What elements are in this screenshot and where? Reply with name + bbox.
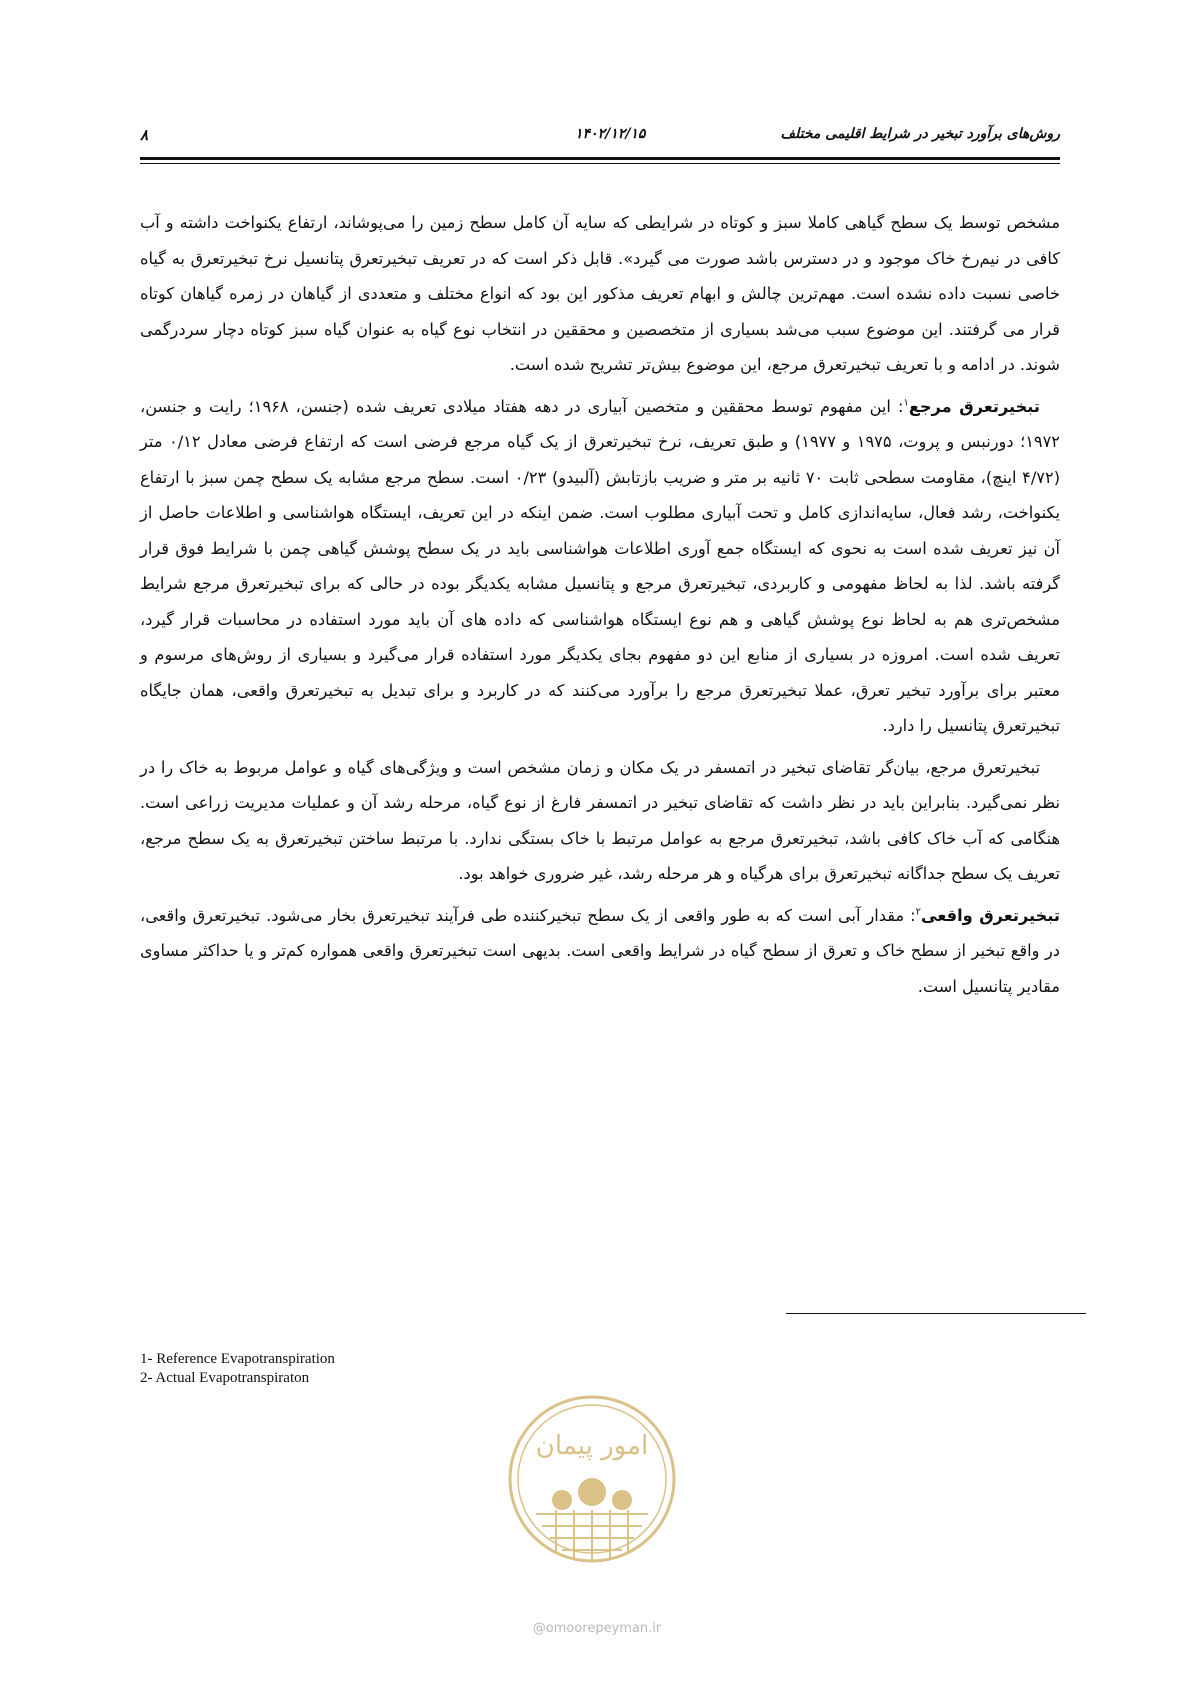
paragraph-4-text: : مقدار آبی است که به طور واقعی از یک سطح تبخیرکننده طی فرآیند تبخیرتعرق بخار می‌شود. تبخیرتعرق واقعی، در واقع تبخیر از سطح خاک و تعرق از سطح گیاه در شرایط واقعی است. بدیهی است تبخیرتعرق واقعی همواره کم‌تر و یا حداکثر مساوی مقادیر پتانسیل است. (140, 905, 1060, 996)
footnote-1: 1- Reference Evapotranspiration (140, 1351, 335, 1367)
header-date: ۱۴۰۲/۱۲/۱۵ (575, 126, 646, 142)
watermark-site: @omoorepeyman.ir (532, 1621, 662, 1636)
term-reference-et: تبخیرتعرق مرجع (908, 396, 1040, 416)
header-rule-thin (140, 163, 1060, 164)
paragraph-1: مشخص توسط یک سطح گیاهی کاملا سبز و کوتاه در شرایطی که سایه آن کامل سطح زمین را می‌پوشاند، ارتفاع یکنواخت داشته و آب کافی در نیم‌رخ خاک موجود و در دسترس باشد صورت می گیرد». قابل ذکر است که در تعریف تبخیرتعرق پتانسیل نرخ تبخیرتعرق به گیاه خاصی نسبت داده نشده است. مهم‌ترین چالش و ابهام تعریف مذکور این بود که انواع مختلف و متعددی از گیاهان در زمره گیاهان کوتاه قرار می گرفتند. این موضوع سبب می‌شد بسیاری از متخصصین و محققین در انتخاب نوع گیاه به عنوان گیاه سبز کوتاه دچار سردرگمی شوند. در ادامه و با تعریف تبخیرتعرق مرجع، این موضوع بیش‌تر تشریح شده است. (140, 213, 1060, 374)
body-text (140, 205, 1060, 1010)
paragraph-3: تبخیرتعرق مرجع، بیان‌گر تقاضای تبخیر در اتمسفر در یک مکان و زمان مشخص است و ویژگی‌های گیاه و عوامل مربوط به خاک را در نظر نمی‌گیرد. بنابراین باید در نظر داشت که تقاضای تبخیر در اتمسفر فارغ از نوع گیاه، مرحله رشد آن و عملیات مدیریت زراعی است. هنگامی که آب خاک کافی باشد، تبخیرتعرق مرجع به عوامل مرتبط با خاک بستگی ندارد. با مرتبط ساختن تبخیرتعرق به یک سطح مرجع، تعریف یک سطح جداگانه تبخیرتعرق برای هرگیاه و هر مرحله رشد، غیر ضروری خواهد بود. (140, 757, 1060, 883)
footnote-marker-2: ۲ (915, 906, 921, 918)
page-header (140, 126, 1060, 152)
paragraph-actual-et (140, 898, 1060, 1005)
page-number: ۸ (140, 126, 149, 144)
watermark-logo (506, 1392, 678, 1567)
footnote-marker-1: ۱ (903, 397, 909, 409)
paragraph-2-text: : این مفهوم توسط محققین و متخصین آبیاری در دهه هفتاد میلادی تعریف شده (جنسن، ۱۹۶۸؛ رایت و جنسن، ۱۹۷۲؛ دورنبس و پروت، ۱۹۷۵ و ۱۹۷۷) و طبق تعریف، نرخ تبخیرتعرق از یک گیاه مرجع فرضی است که ارتفاع فرضی معادل ۰/۱۲ متر (۴/۷۲ اینچ)، مقاومت سطحی ثابت ۷۰ ثانیه بر متر و ضریب بازتابش (آلبیدو) ۰/۲۳ است. سطح مرجع مشابه یک سطح چمن سبز با ارتفاع یکنواخت، رشد فعال، سایه‌اندازی کامل و تحت آبیاری مطلوب است. ضمن اینکه در این تعریف، ایستگاه هواشناسی و اطلاعات حاصل از آن نیز تعریف شده است به نحوی که ایستگاه جمع آوری اطلاعات هواشناسی باید در یک سطح پوشش گیاهی چمن با شرایط فوق قرار گرفته باشد. لذا به لحاظ مفهومی و کاربردی، تبخیرتعرق مرجع و پتانسیل مشابه یکدیگر بوده در حالی که برای تبخیرتعرق مرجع شرایط مشخص‌تری هم به لحاظ نوع پوشش گیاهی و هم نوع ایستگاه هواشناسی که داده های آن باید مورد استفاده در محاسبات قرار گیرد، تعریف شده است. امروزه در بسیاری از منابع این دو مفهوم بجای یکدیگر مورد استفاده قرار می‌گیرد و بسیاری از روش‌های مرسوم و معتبر برای برآورد تبخیر تعرق، عملا تبخیرتعرق مرجع را برآورد می‌کنند که در کاربرد و برای تبدیل به تبخیرتعرق واقعی، همان جایگاه تبخیرتعرق پتانسیل را دارد. (140, 396, 1061, 735)
running-title: روش‌های برآورد تبخیر در شرایط اقلیمی مختلف (780, 126, 1060, 142)
header-rule-thick (140, 157, 1060, 160)
paragraph-reference-et (140, 389, 1060, 744)
watermark-logo-icon (506, 1392, 678, 1567)
watermark-logo-text: امور پیمان (535, 1431, 649, 1461)
term-actual-et: تبخیرتعرق واقعی (920, 905, 1060, 925)
footnotes (140, 1350, 540, 1388)
footnote-2: 2- Actual Evapotranspiraton (140, 1370, 310, 1386)
footnote-separator (786, 1313, 1086, 1314)
